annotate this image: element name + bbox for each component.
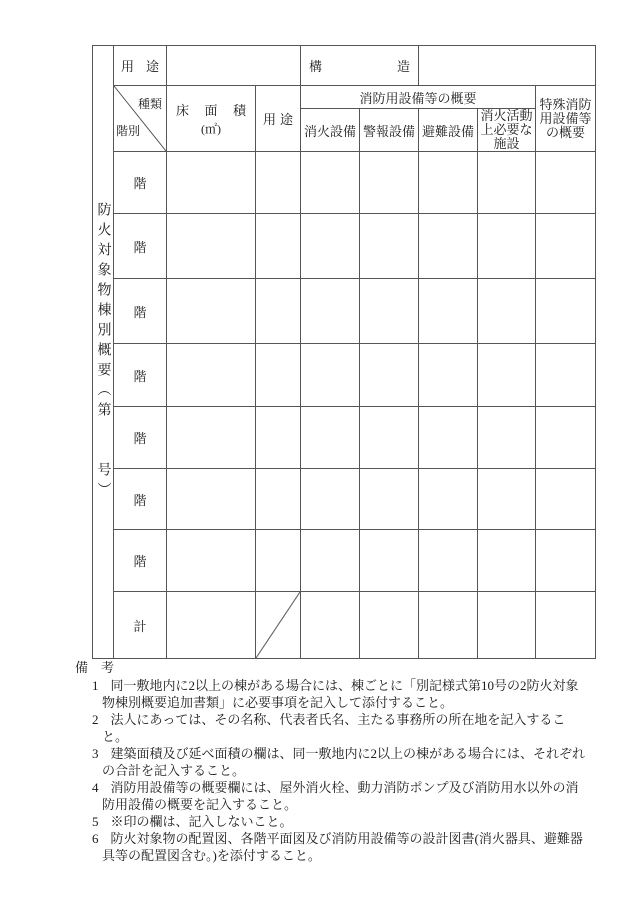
special-equipment-entry-cell[interactable] [536, 407, 596, 469]
evacuation-header: 避難設備 [419, 109, 478, 152]
special-equipment-total-cell[interactable] [536, 592, 596, 659]
firefighting-facility-header: 消火活動上必要な施設 [478, 109, 536, 152]
floor-label: 階 [114, 279, 167, 344]
special-equipment-header: 特殊消防用設備等の概要 [536, 86, 596, 152]
extinguishing-header: 消火設備 [301, 109, 360, 152]
extinguishing-entry-cell[interactable] [301, 279, 360, 344]
note-text: 防火対象物の配置図、各階平面図及び消防用設備等の設計図書(消火器具、避難器具等の配置図含む。)を添付すること。 [102, 831, 583, 863]
note-number: 2 [92, 712, 99, 727]
evacuation-entry-cell[interactable] [419, 214, 478, 279]
alarm-header: 警報設備 [360, 109, 419, 152]
floor-label: 階 [114, 344, 167, 407]
matrix-kind-label: 種類 [137, 97, 162, 111]
special-equipment-entry-cell[interactable] [536, 344, 596, 407]
floor-row [93, 344, 596, 407]
special-equipment-entry-cell[interactable] [536, 279, 596, 344]
note-number: 5 [92, 814, 99, 829]
use-entry-cell[interactable] [256, 279, 301, 344]
firefighting-facility-entry-cell[interactable] [478, 152, 536, 214]
floor-area-entry-cell[interactable] [167, 152, 256, 214]
firefighting-facility-entry-cell[interactable] [478, 344, 536, 407]
alarm-entry-cell[interactable] [360, 214, 419, 279]
evacuation-entry-cell[interactable] [419, 152, 478, 214]
header-row-use-structure [93, 46, 596, 86]
notes-title: 備 考 [75, 660, 115, 675]
floor-label: 階 [114, 530, 167, 592]
note-number: 3 [92, 746, 99, 761]
firefighting-facility-entry-cell[interactable] [478, 407, 536, 469]
special-equipment-entry-cell[interactable] [536, 152, 596, 214]
use-entry-cell[interactable] [256, 530, 301, 592]
floor-area-entry-cell[interactable] [167, 214, 256, 279]
use-entry-cell[interactable] [256, 152, 301, 214]
floor-area-entry-cell[interactable] [167, 279, 256, 344]
use-total-crossed-cell [256, 592, 301, 659]
extinguishing-entry-cell[interactable] [301, 214, 360, 279]
use-column-header: 用 途 [256, 86, 301, 152]
use-entry-cell[interactable] [256, 407, 301, 469]
use-label: 用 途 [114, 46, 167, 86]
firefighting-facility-total-cell[interactable] [478, 592, 536, 659]
note-item [75, 745, 587, 779]
floor-row [93, 469, 596, 530]
floor-label: 階 [114, 214, 167, 279]
floor-row [93, 279, 596, 344]
extinguishing-entry-cell[interactable] [301, 469, 360, 530]
floor-row [93, 530, 596, 592]
note-item [75, 711, 587, 745]
note-number: 4 [92, 780, 99, 795]
floor-row [93, 407, 596, 469]
matrix-floor-label: 階別 [116, 124, 141, 138]
note-text: ※印の欄は、記入しないこと。 [110, 814, 293, 829]
total-label: 計 [114, 592, 167, 659]
use-entry-cell[interactable] [256, 469, 301, 530]
total-row [93, 592, 596, 659]
alarm-entry-cell[interactable] [360, 407, 419, 469]
evacuation-entry-cell[interactable] [419, 344, 478, 407]
extinguishing-entry-cell[interactable] [301, 530, 360, 592]
firefighting-facility-entry-cell[interactable] [478, 469, 536, 530]
extinguishing-entry-cell[interactable] [301, 407, 360, 469]
evacuation-entry-cell[interactable] [419, 407, 478, 469]
note-item [75, 677, 587, 711]
floor-area-header: 床 面 積 (㎡) [167, 86, 256, 152]
structure-value-cell[interactable] [419, 46, 596, 86]
floor-area-entry-cell[interactable] [167, 469, 256, 530]
alarm-entry-cell[interactable] [360, 344, 419, 407]
alarm-entry-cell[interactable] [360, 279, 419, 344]
special-equipment-entry-cell[interactable] [536, 530, 596, 592]
extinguishing-entry-cell[interactable] [301, 152, 360, 214]
floor-label: 階 [114, 469, 167, 530]
note-number: 6 [92, 831, 99, 846]
note-text: 建築面積及び延べ面積の欄は、同一敷地内に2以上の棟がある場合には、それぞれの合計を記入すること。 [102, 746, 586, 778]
special-equipment-entry-cell[interactable] [536, 214, 596, 279]
form-side-title: 防火対象物棟別概要（第 号） [95, 202, 111, 502]
alarm-entry-cell[interactable] [360, 530, 419, 592]
evacuation-total-cell[interactable] [419, 592, 478, 659]
floor-label: 階 [114, 407, 167, 469]
floor-area-total-cell[interactable] [167, 592, 256, 659]
special-equipment-entry-cell[interactable] [536, 469, 596, 530]
floor-area-entry-cell[interactable] [167, 530, 256, 592]
floor-label: 階 [114, 152, 167, 214]
extinguishing-total-cell[interactable] [301, 592, 360, 659]
alarm-total-cell[interactable] [360, 592, 419, 659]
firefighting-facility-entry-cell[interactable] [478, 214, 536, 279]
side-title-cell [93, 46, 114, 659]
alarm-entry-cell[interactable] [360, 152, 419, 214]
notes-section [75, 659, 587, 864]
note-item [75, 813, 587, 830]
diagonal-strike-line [256, 592, 300, 658]
evacuation-entry-cell[interactable] [419, 279, 478, 344]
floor-row [93, 214, 596, 279]
use-entry-cell[interactable] [256, 344, 301, 407]
floor-row [93, 152, 596, 214]
extinguishing-entry-cell[interactable] [301, 344, 360, 407]
use-value-cell[interactable] [167, 46, 301, 86]
use-entry-cell[interactable] [256, 214, 301, 279]
equipment-group-header: 消防用設備等の概要 [301, 86, 536, 109]
firefighting-facility-entry-cell[interactable] [478, 279, 536, 344]
floor-area-entry-cell[interactable] [167, 407, 256, 469]
alarm-entry-cell[interactable] [360, 469, 419, 530]
note-text: 法人にあっては、その名称、代表者氏名、主たる事務所の所在地を記入すること。 [102, 712, 566, 744]
matrix-header-cell [114, 86, 167, 152]
evacuation-entry-cell[interactable] [419, 530, 478, 592]
note-item [75, 830, 587, 864]
evacuation-entry-cell[interactable] [419, 469, 478, 530]
header-row-group [93, 86, 596, 109]
note-item [75, 779, 587, 813]
note-text: 消防用設備等の概要欄には、屋外消火栓、動力消防ポンプ及び消防用水以外の消防用設備の概要を記入すること。 [102, 780, 579, 812]
structure-label: 構 造 [301, 46, 419, 86]
firefighting-facility-entry-cell[interactable] [478, 530, 536, 592]
fire-prevention-overview-table [92, 45, 596, 659]
note-number: 1 [92, 678, 99, 693]
floor-area-entry-cell[interactable] [167, 344, 256, 407]
note-text: 同一敷地内に2以上の棟がある場合には、棟ごとに「別記様式第10号の2防火対象物棟別概要追加書類」に必要事項を記入して添付すること。 [102, 678, 579, 710]
